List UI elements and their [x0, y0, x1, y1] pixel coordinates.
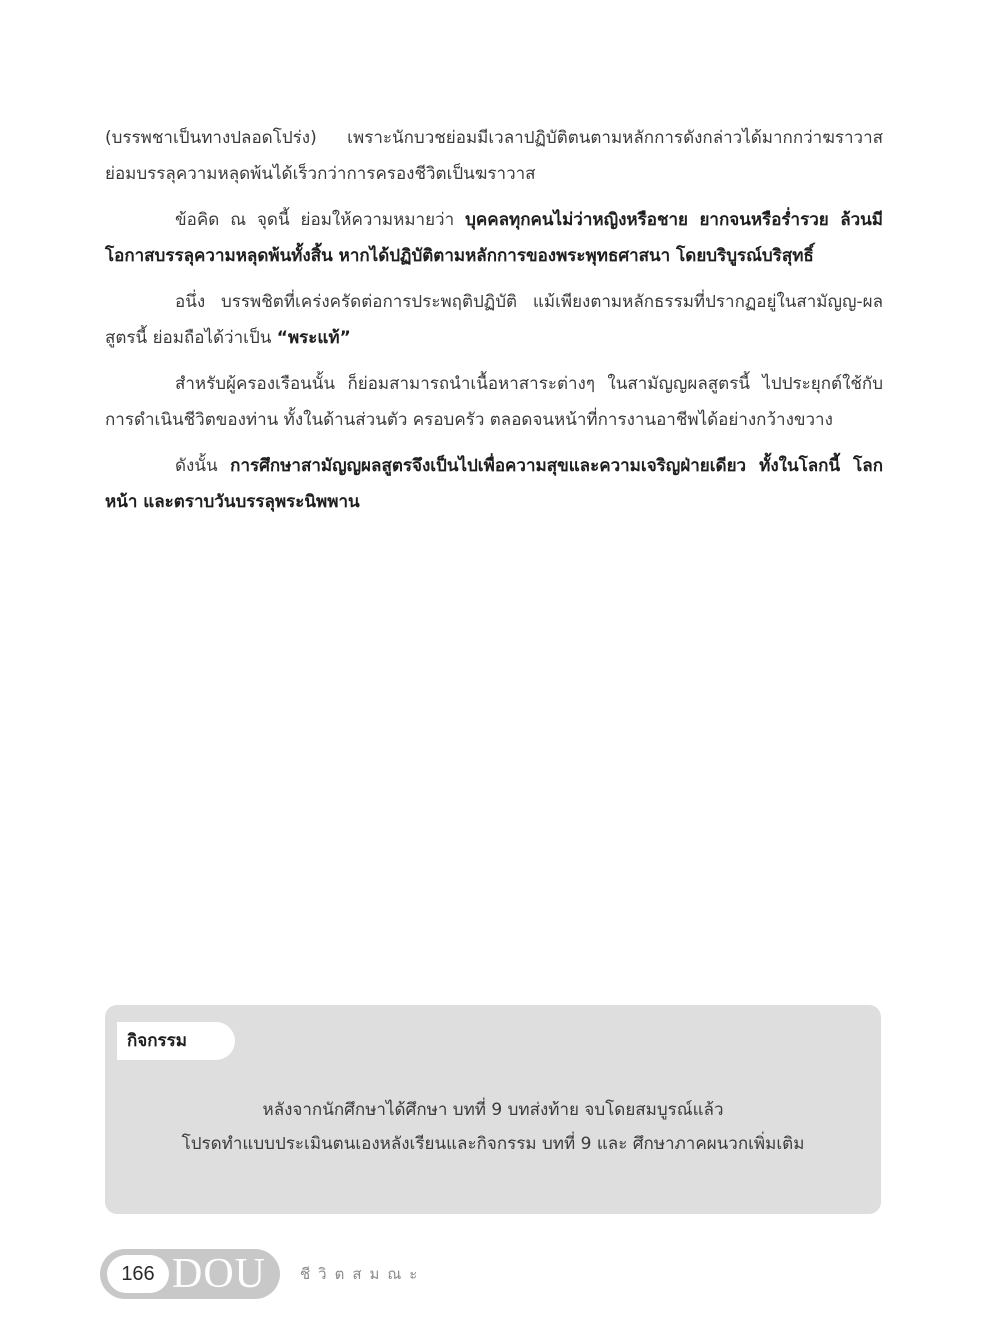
- brand-logo: DOU: [172, 1251, 266, 1297]
- activity-line-1: หลังจากนักศึกษาได้ศึกษา บทที่ 9 บทส่งท้าย จบโดยสมบูรณ์แล้ว: [262, 1100, 724, 1120]
- paragraph-5-emphasis: การศึกษาสามัญญผลสูตรจึงเป็นไปเพื่อความสุขและความเจริญฝ่ายเดียว ทั้งในโลกนี้ โลกหน้า และตราบวันบรรลุพระนิพพาน: [105, 456, 883, 512]
- paragraph-2: [105, 202, 883, 274]
- paragraph-4: [105, 366, 883, 438]
- activity-line-2: โปรดทำแบบประเมินตนเองหลังเรียนและกิจกรรม บทที่ 9 และ ศึกษาภาคผนวกเพิ่มเติม: [181, 1134, 805, 1154]
- activity-label: กิจกรรม: [117, 1022, 235, 1060]
- paragraph-5: [105, 448, 883, 520]
- paragraph-2-emphasis: บุคคลทุกคนไม่ว่าหญิงหรือชาย ยากจนหรือร่ำรวย ล้วนมีโอกาสบรรลุความหลุดพ้นทั้งสิ้น หากได้ปฏิบัติตามหลักการของพระพุทธศาสนา โดยบริบูรณ์บริสุทธิ์: [105, 210, 883, 266]
- paragraph-4-text: สำหรับผู้ครองเรือนนั้น ก็ย่อมสามารถนำเนื้อหาสาระต่างๆ ในสามัญญผลสูตรนี้ ไปประยุกต์ใช้กับการดำเนินชีวิตของท่าน ทั้งในด้านส่วนตัว ครอบครัว ตลอดจนหน้าที่การงานอาชีพได้อย่างกว้างขวาง: [105, 374, 883, 430]
- running-title: ชีวิตสมณะ: [300, 1265, 426, 1283]
- activity-instructions: [105, 1093, 881, 1161]
- paragraph-3: [105, 284, 883, 356]
- main-content: [105, 120, 883, 530]
- paragraph-1: [105, 120, 883, 192]
- paragraph-2-intro: ข้อคิด ณ จุดนี้ ย่อมให้ความหมายว่า: [175, 210, 466, 230]
- page-number: 166: [107, 1255, 169, 1293]
- paragraph-1-text: (บรรพชาเป็นทางปลอดโปร่ง) เพราะนักบวชย่อมมีเวลาปฏิบัติตนตามหลักการดังกล่าวได้มากกว่าฆราวาส ย่อมบรรลุความหลุดพ้นได้เร็วกว่าการครองชีวิตเป็นฆราวาส: [105, 128, 883, 184]
- activity-box: [105, 1005, 881, 1214]
- paragraph-3-emphasis: “พระแท้”: [276, 328, 351, 348]
- paragraph-5-intro: ดังนั้น: [175, 456, 231, 476]
- footer-badge: [100, 1249, 280, 1299]
- paragraph-3-intro: อนึ่ง บรรพชิตที่เคร่งครัดต่อการประพฤติปฏิบัติ แม้เพียงตามหลักธรรมที่ปรากฏอยู่ในสามัญญ-ผลสูตรนี้ ย่อมถือได้ว่าเป็น: [105, 292, 883, 348]
